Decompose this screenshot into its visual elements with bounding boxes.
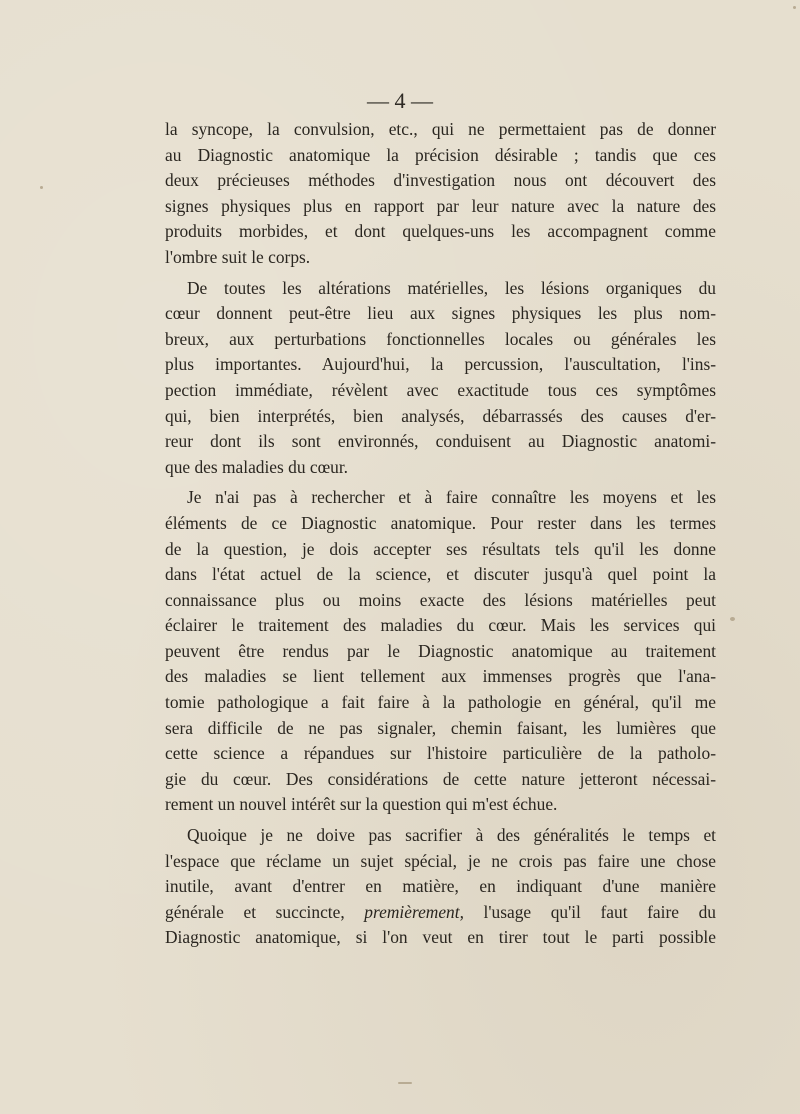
text-line: inutile, avant d'entrer en matière, en indiquant d'une manière bbox=[165, 876, 716, 897]
text-line: cœur donnent peut-être lieu aux signes physiques les plus nom- bbox=[165, 303, 716, 324]
text-line: de la question, je dois accepter ses résultats tels qu'il les donne bbox=[165, 538, 716, 559]
paper-speck bbox=[793, 6, 796, 9]
text-fragment: générale et succincte, bbox=[165, 901, 365, 922]
text-line: des maladies se lient tellement aux immenses progrès que l'ana- bbox=[165, 666, 716, 687]
text-line: produits morbides, et dont quelques-uns les accompagnent comme bbox=[165, 221, 716, 242]
text-line: Quoique je ne doive pas sacrifier à des généralités le temps et bbox=[187, 825, 716, 846]
text-line: connaissance plus ou moins exacte des lésions matérielles peut bbox=[165, 589, 716, 610]
paragraph bbox=[165, 117, 716, 271]
page-number: — 4 — bbox=[367, 88, 433, 113]
text-line: rement un nouvel intérêt sur la question qui m'est échue. bbox=[165, 794, 558, 815]
text-line: pection immédiate, révèlent avec exactitude tous ces symptômes bbox=[165, 379, 716, 400]
paper-speck bbox=[398, 1082, 412, 1084]
text-line: qui, bien interprétés, bien analysés, débarrassés des causes d'er- bbox=[165, 405, 716, 426]
text-line: signes physiques plus en rapport par leur nature avec la nature des bbox=[165, 195, 716, 216]
text-line: breux, aux perturbations fonctionnelles locales ou générales les bbox=[165, 328, 716, 349]
text-line: cette science a répandues sur l'histoire particulière de la patholo- bbox=[165, 743, 716, 764]
paper-speck bbox=[40, 186, 43, 189]
text-line: sera difficile de ne pas signaler, chemin faisant, les lumières que bbox=[165, 717, 716, 738]
text-line: la syncope, la convulsion, etc., qui ne permettaient pas de donner bbox=[165, 119, 716, 139]
text-line: l'ombre suit le corps. bbox=[165, 246, 311, 267]
text-line: que des maladies du cœur. bbox=[165, 456, 349, 477]
text-line: deux précieuses méthodes d'investigation nous ont découvert des bbox=[165, 170, 716, 191]
text-line: peuvent être rendus par le Diagnostic anatomique au traitement bbox=[165, 640, 716, 661]
text-body bbox=[165, 117, 716, 951]
text-line: plus importantes. Aujourd'hui, la percussion, l'auscultation, l'ins- bbox=[165, 354, 716, 375]
text-line: Diagnostic anatomique, si l'on veut en tirer tout le parti possible bbox=[165, 927, 716, 948]
text-line: l'espace que réclame un sujet spécial, je ne crois pas faire une chose bbox=[165, 850, 716, 871]
text-line: au Diagnostic anatomique la précision désirable ; tandis que ces bbox=[165, 144, 716, 165]
text-line-with-emphasis bbox=[165, 900, 716, 926]
emphasis-text: premièrement, bbox=[364, 901, 464, 922]
text-line: Je n'ai pas à rechercher et à faire connaître les moyens et les bbox=[187, 487, 716, 508]
text-fragment: l'usage qu'il faut faire du bbox=[463, 901, 716, 922]
paragraph bbox=[165, 276, 716, 481]
text-line: gie du cœur. Des considérations de cette nature jetteront nécessai- bbox=[165, 768, 716, 789]
text-line: éclairer le traitement des maladies du cœur. Mais les services qui bbox=[165, 615, 716, 636]
text-line: reur dont ils sont environnés, conduisent au Diagnostic anatomi- bbox=[165, 431, 716, 452]
paragraph bbox=[165, 485, 716, 818]
paper-speck bbox=[730, 617, 735, 621]
text-line: tomie pathologique a fait faire à la pathologie en général, qu'il me bbox=[165, 692, 716, 713]
text-line: éléments de ce Diagnostic anatomique. Pour rester dans les termes bbox=[165, 512, 716, 533]
text-line: dans l'état actuel de la science, et discuter jusqu'à quel point la bbox=[165, 564, 716, 585]
paragraph bbox=[165, 823, 716, 951]
text-line: De toutes les altérations matérielles, les lésions organiques du bbox=[187, 277, 716, 298]
